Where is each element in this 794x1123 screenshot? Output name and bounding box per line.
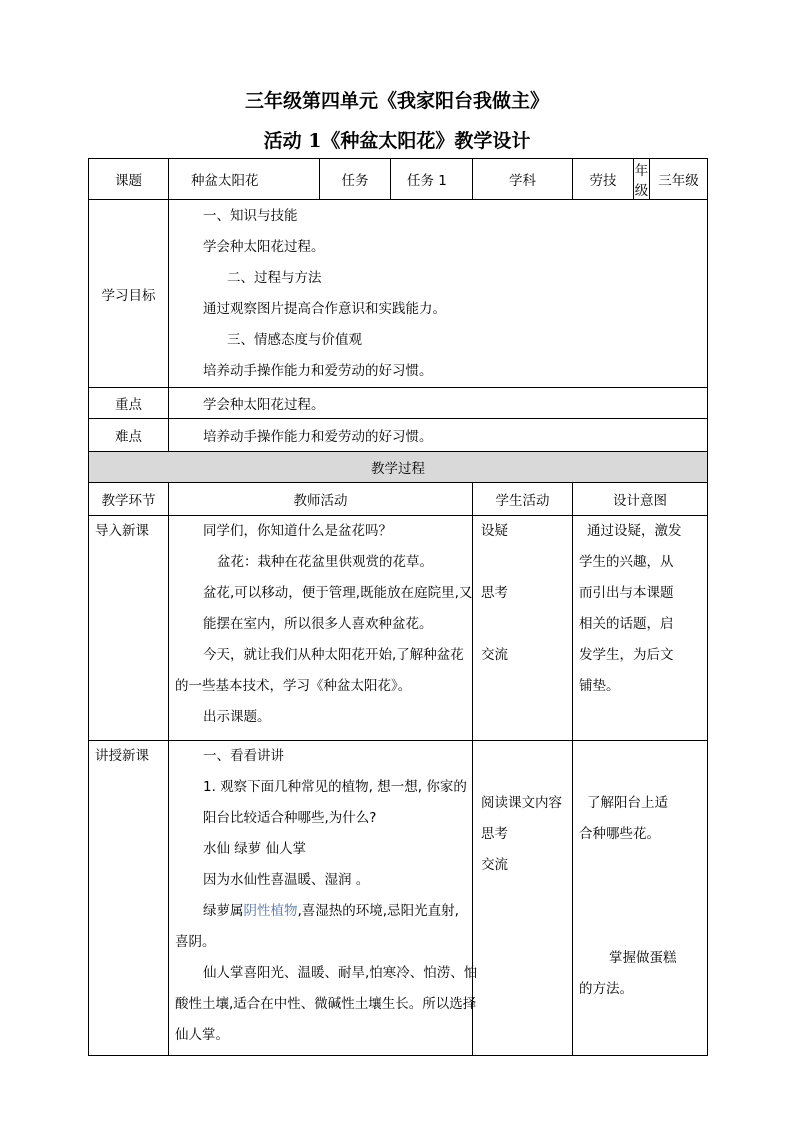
teacher-line: 一、看看讲讲 bbox=[203, 748, 284, 764]
goals-label: 学习目标 bbox=[89, 200, 169, 388]
intro-row bbox=[89, 516, 708, 741]
grade-value: 三年级 bbox=[650, 159, 708, 200]
teacher-line: 绿萝属阴性植物,喜湿热的环境,忌阳光直射, bbox=[203, 903, 459, 919]
subject-value: 劳技 bbox=[573, 159, 634, 200]
lesson-plan-table bbox=[88, 158, 708, 1056]
teacher-line: 能摆在室内，所以很多人喜欢种盆花。 bbox=[203, 616, 433, 632]
teacher-line: 仙人掌。 bbox=[175, 1027, 229, 1043]
teacher-line: 盆花,可以移动，便于管理,既能放在庭院里,又 bbox=[203, 585, 473, 601]
teacher-line: 酸性土壤,适合在中性、微碱性土壤生长。所以选择 bbox=[175, 996, 477, 1012]
document-title: 三年级第四单元《我家阳台我做主》 bbox=[244, 90, 549, 112]
key-point-row bbox=[89, 388, 708, 419]
goal-line: 一、知识与技能 bbox=[203, 208, 298, 224]
teacher-line: 出示课题。 bbox=[203, 709, 271, 725]
col-intent: 设计意图 bbox=[573, 483, 708, 516]
teacher-line: 水仙 绿萝 仙人掌 bbox=[203, 841, 307, 857]
goal-line: 学会种太阳花过程。 bbox=[203, 239, 325, 255]
lecture-row bbox=[89, 741, 708, 1056]
lecture-teacher bbox=[169, 741, 478, 1056]
intro-stage: 导入新课 bbox=[89, 516, 169, 741]
lecture-stage: 讲授新课 bbox=[89, 741, 169, 1056]
goal-line: 三、情感态度与价值观 bbox=[227, 332, 362, 348]
col-stage: 教学环节 bbox=[89, 483, 169, 516]
lecture-intent: 了解阳台上适 合种哪些花。 掌握做蛋糕 的方法。 bbox=[573, 741, 708, 1056]
subject-label: 学科 bbox=[473, 159, 573, 200]
teacher-line: 喜阴。 bbox=[175, 934, 216, 950]
header-row bbox=[89, 159, 708, 200]
key-point-text: 学会种太阳花过程。 bbox=[169, 388, 708, 419]
grade-label: 年级 bbox=[634, 159, 650, 200]
intro-teacher bbox=[169, 516, 473, 741]
topic-value: 种盆太阳花 bbox=[169, 159, 320, 200]
key-point-label: 重点 bbox=[89, 388, 169, 419]
lecture-student: 阅读课文内容 思考 交流 bbox=[473, 741, 573, 1056]
teacher-line: 阳台比较适合种哪些,为什么? bbox=[203, 810, 377, 826]
process-title: 教学过程 bbox=[89, 452, 708, 483]
goals-row bbox=[89, 200, 708, 388]
shade-plant-link[interactable]: 阴性植物 bbox=[243, 903, 298, 919]
intro-intent: 通过设疑，激发 学生的兴趣，从 而引出与本课题 相关的话题，启 发学生，为后文 铺垫。 bbox=[573, 516, 708, 741]
process-header-row bbox=[89, 483, 708, 516]
goal-line: 培养动手操作能力和爱劳动的好习惯。 bbox=[203, 363, 433, 379]
teacher-line: 的一些基本技术，学习《种盆太阳花》。 bbox=[175, 678, 412, 694]
difficulty-label: 难点 bbox=[89, 419, 169, 452]
intro-student: 设疑 思考 交流 bbox=[473, 516, 573, 741]
process-title-row bbox=[89, 452, 708, 483]
col-student: 学生活动 bbox=[473, 483, 573, 516]
goal-line: 通过观察图片提高合作意识和实践能力。 bbox=[203, 301, 446, 317]
teacher-line: 因为水仙性喜温暖、湿润 。 bbox=[203, 872, 370, 888]
goal-line: 二、过程与方法 bbox=[227, 270, 322, 286]
task-label: 任务 bbox=[320, 159, 391, 200]
teacher-line: 仙人掌喜阳光、温暖、耐旱,怕寒冷、怕涝、怕 bbox=[203, 965, 478, 981]
task-value: 任务 1 bbox=[391, 159, 473, 200]
teacher-line: 今天，就让我们从种太阳花开始,了解种盆花 bbox=[203, 647, 464, 663]
difficulty-row bbox=[89, 419, 708, 452]
goals-content bbox=[169, 200, 708, 388]
topic-label: 课题 bbox=[89, 159, 169, 200]
teacher-line: 同学们，你知道什么是盆花吗？ bbox=[203, 523, 392, 539]
difficulty-text: 培养动手操作能力和爱劳动的好习惯。 bbox=[169, 419, 708, 452]
document-subtitle: 活动 1《种盆太阳花》教学设计 bbox=[263, 130, 531, 152]
col-teacher: 教师活动 bbox=[169, 483, 473, 516]
teacher-line: 盆花：栽种在花盆里供观赏的花草。 bbox=[217, 554, 433, 570]
teacher-line: 1. 观察下面几种常见的植物, 想一想, 你家的 bbox=[203, 779, 467, 795]
